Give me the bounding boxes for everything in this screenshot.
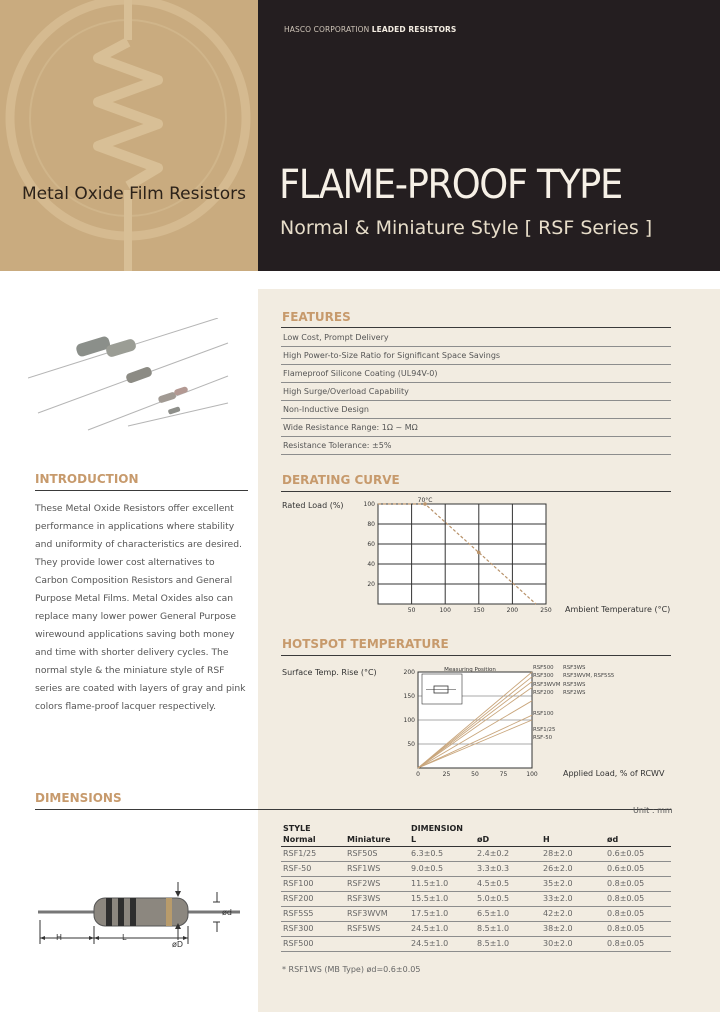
table-cell: RSF3WS	[345, 891, 409, 906]
table-cell: 24.5±1.0	[409, 921, 475, 936]
table-row	[281, 876, 671, 891]
x-tick-label: 100	[526, 771, 538, 778]
table-cell: 6.3±0.5	[409, 846, 475, 861]
table-cell: 8.5±1.0	[475, 921, 541, 936]
x-tick-label: 200	[506, 607, 519, 614]
x-tick-label: 50	[407, 607, 416, 614]
table-cell: RSF1/25	[281, 846, 345, 861]
features-list	[281, 329, 671, 455]
table-cell: 0.6±0.05	[605, 846, 671, 861]
table-cell: 0.8±0.05	[605, 876, 671, 891]
hotspot-legend-normal	[533, 664, 560, 743]
table-row	[281, 861, 671, 876]
dimensions-title: DIMENSIONS	[35, 791, 122, 805]
legend-item: RSF3WVM, RSF5S5	[563, 673, 615, 680]
dimensions-note: * RSF1WS (MB Type) ød=0.6±0.05	[282, 965, 421, 974]
page-title: FLAME-PROOF TYPE	[279, 162, 622, 208]
table-cell: 0.8±0.05	[605, 891, 671, 906]
table-header: øD	[475, 834, 541, 846]
header-tan-block	[0, 0, 258, 271]
table-cell: RSF5S5	[281, 906, 345, 921]
table-header: STYLE	[283, 823, 311, 833]
table-header: H	[541, 834, 605, 846]
diagram-odd-label: ød	[222, 908, 232, 917]
y-tick-label: 80	[367, 521, 375, 528]
x-tick-label: 75	[499, 771, 508, 778]
table-cell: RSF500	[281, 936, 345, 951]
table-cell: 3.3±0.3	[475, 861, 541, 876]
table-cell: 4.5±0.5	[475, 876, 541, 891]
page-subtitle: Normal & Miniature Style [ RSF Series ]	[280, 217, 653, 239]
brand-category: LEADED RESISTORS	[371, 25, 457, 34]
features-title: FEATURES	[282, 310, 351, 324]
table-cell: 0.8±0.05	[605, 906, 671, 921]
table-cell: 24.5±1.0	[409, 936, 475, 951]
table-cell: RSF-50	[281, 861, 345, 876]
x-tick-label: 0	[416, 771, 420, 778]
table-row	[281, 936, 671, 951]
derating-chart	[360, 494, 560, 619]
table-cell: RSF200	[281, 891, 345, 906]
table-header: Normal	[281, 834, 345, 846]
y-tick-label: 50	[407, 741, 415, 748]
table-cell: 5.0±0.5	[475, 891, 541, 906]
table-cell	[345, 936, 409, 951]
table-cell: 0.8±0.05	[605, 921, 671, 936]
resistor-watermark-icon	[0, 0, 258, 271]
unit-label: Unit : mm	[633, 806, 673, 815]
list-item: High Power-to-Size Ratio for Significant Space Savings	[281, 347, 671, 365]
resistor-photo	[28, 318, 238, 438]
y-tick-label: 150	[403, 693, 415, 700]
y-tick-label: 60	[367, 541, 375, 548]
legend-item: RSF3WVM	[533, 681, 561, 688]
features-rule	[281, 327, 671, 328]
table-cell: 38±2.0	[541, 921, 605, 936]
plot-area	[378, 504, 546, 604]
list-item: Resistance Tolerance: ±5%	[281, 437, 671, 455]
x-tick-label: 50	[471, 771, 479, 778]
hotspot-xlabel: Applied Load, % of RCWV	[563, 769, 665, 778]
list-item: Flameproof Silicone Coating (UL94V-0)	[281, 365, 671, 383]
table-row	[281, 921, 671, 936]
derating-ylabel: Rated Load (%)	[282, 501, 344, 510]
list-item: Low Cost, Prompt Delivery	[281, 329, 671, 347]
legend-item: RSF3WS	[563, 665, 586, 671]
derating-title: DERATING CURVE	[282, 473, 400, 487]
table-cell: RSF50S	[345, 846, 409, 861]
legend-item: RSF500	[533, 665, 554, 671]
table-cell: 11.5±1.0	[409, 876, 475, 891]
table-header: ød	[605, 834, 671, 846]
introduction-text: These Metal Oxide Resistors offer excellent performance in applications where stability and uniformity of characteristics are desired. They provide lower cost alternatives to Carbon Composition Resistors and General Purpose Metal Films. Metal Oxides also can replace many lower power General Purpose wirewound applications saving both money and time with shorter delivery cycles. The normal style & the miniature style of RSF series are coated with layers of gray and pink colors flame-proof lacquer respectively.	[35, 503, 246, 712]
y-tick-label: 20	[367, 581, 375, 588]
table-header: L	[409, 834, 475, 846]
y-tick-label: 100	[403, 717, 415, 724]
table-cell: 17.5±1.0	[409, 906, 475, 921]
table-cell: RSF100	[281, 876, 345, 891]
legend-item: RSF200	[533, 690, 554, 697]
brand-prefix: HASCO CORPORATION	[284, 25, 370, 34]
table-cell: 33±2.0	[541, 891, 605, 906]
table-cell: 0.6±0.05	[605, 861, 671, 876]
diagram-l-label: L	[122, 933, 127, 942]
table-cell: 26±2.0	[541, 861, 605, 876]
product-name: Metal Oxide Film Resistors	[22, 184, 246, 204]
table-cell: 0.8±0.05	[605, 936, 671, 951]
x-tick-label: 25	[442, 771, 451, 778]
data-point	[477, 551, 481, 555]
table-cell: 35±2.0	[541, 876, 605, 891]
measuring-inset	[422, 674, 462, 704]
x-tick-label: 150	[473, 607, 485, 614]
table-cell: RSF5WS	[345, 921, 409, 936]
y-tick-label: 40	[367, 561, 375, 568]
table-cell: RSF3WVM	[345, 906, 409, 921]
annotation-label: 70°C	[417, 497, 433, 504]
table-cell: 28±2.0	[541, 846, 605, 861]
table-cell: 42±2.0	[541, 906, 605, 921]
hotspot-rule	[281, 655, 671, 656]
table-cell: RSF2WS	[345, 876, 409, 891]
table-header: DIMENSION	[411, 823, 463, 833]
table-cell: 2.4±0.2	[475, 846, 541, 861]
derating-xlabel: Ambient Temperature (°C)	[565, 605, 671, 614]
x-tick-label: 100	[439, 607, 451, 614]
table-header: Miniature	[345, 834, 409, 846]
legend-item: RSF-50	[533, 735, 553, 742]
hotspot-legend-miniature	[563, 664, 614, 698]
table-row	[281, 846, 671, 861]
list-item: Wide Resistance Range: 1Ω ~ MΩ	[281, 419, 671, 437]
dimensions-table	[281, 822, 671, 952]
dimensions-rule	[35, 809, 671, 810]
legend-item: RSF300	[533, 673, 554, 680]
legend-item: RSF1/25	[533, 727, 556, 734]
x-tick-label: 250	[540, 607, 552, 614]
table-row	[281, 891, 671, 906]
list-item: Non-Inductive Design	[281, 401, 671, 419]
table-cell: 6.5±1.0	[475, 906, 541, 921]
legend-item: RSF100	[533, 710, 554, 717]
diagram-od-label: øD	[172, 940, 184, 949]
table-cell: 9.0±0.5	[409, 861, 475, 876]
legend-item: RSF3WS	[563, 681, 586, 688]
table-cell: RSF300	[281, 921, 345, 936]
diagram-h-label: H	[56, 933, 63, 942]
hotspot-ylabel: Surface Temp. Rise (°C)	[282, 668, 377, 677]
table-cell: RSF1WS	[345, 861, 409, 876]
hotspot-title: HOTSPOT TEMPERATURE	[282, 637, 449, 651]
table-cell: 30±2.0	[541, 936, 605, 951]
introduction-title: INTRODUCTION	[35, 472, 139, 486]
inset-label: Measuring Position	[444, 667, 496, 673]
table-row	[281, 906, 671, 921]
derating-rule	[281, 491, 671, 492]
table-cell: 8.5±1.0	[475, 936, 541, 951]
brand-line	[284, 25, 456, 34]
list-item: High Surge/Overload Capability	[281, 383, 671, 401]
introduction-rule	[35, 490, 248, 491]
y-tick-label: 100	[363, 501, 375, 508]
dimension-diagram	[30, 878, 245, 958]
legend-item: RSF2WS	[563, 690, 586, 697]
y-tick-label: 200	[403, 669, 415, 676]
table-cell: 15.5±1.0	[409, 891, 475, 906]
